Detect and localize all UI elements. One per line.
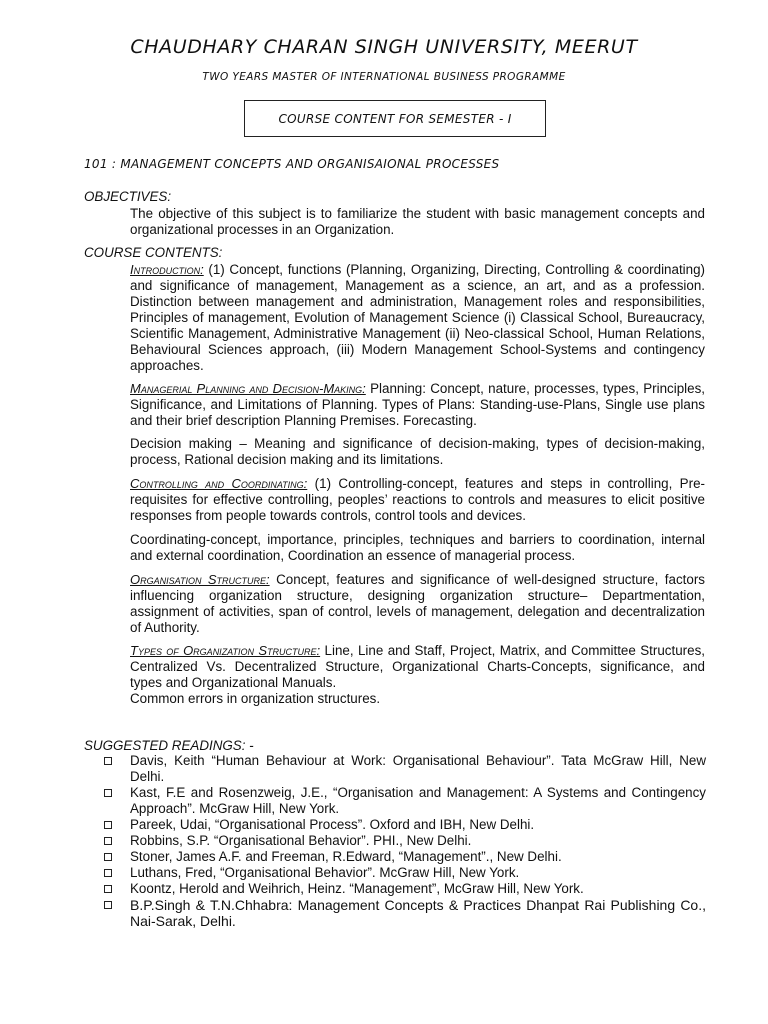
structure-paragraph	[130, 572, 705, 636]
decision-paragraph: Decision making – Meaning and significance of decision-making, types of decision-making, process, Rational decision making and its limitations.	[130, 436, 705, 467]
course-heading: 101 : MANAGEMENT CONCEPTS AND ORGANISAIONAL PROCESSES	[84, 157, 500, 171]
square-bullet-icon	[104, 853, 112, 861]
controlling-title: Controlling and Coordinating:	[130, 476, 308, 491]
university-title: CHAUDHARY CHARAN SINGH UNIVERSITY, MEERUT	[130, 36, 638, 58]
introduction-text: (1) Concept, functions (Planning, Organizing, Directing, Controlling & coordinating) and significance of management, Management as a science, an art, and as a profession. Distinction between management and administration, Management roles and responsibilities, Principles of management, Evolution of Management Science (i) Classical School, Bureaucracy, Scientific Management, Administrative Management (ii) Neo-classical School, Human Relations, Behavioural Sciences approach, (iii) Modern Management School-Systems and contingency approaches.	[130, 262, 705, 373]
structure-text: Concept, features and significance of well-designed structure, factors influencing organization structure, designing organization structure– Departmentation, assignment of activities, span of control, levels of management, delegation and decentralization of Authority.	[130, 572, 705, 635]
types-extra: Common errors in organization structures.	[130, 691, 381, 706]
controlling-paragraph	[130, 476, 705, 524]
reading-item: Pareek, Udai, “Organisational Process”. Oxford and IBH, New Delhi.	[104, 817, 706, 833]
readings-label: SUGGESTED READINGS: -	[84, 738, 254, 753]
structure-title: Organisation Structure:	[130, 572, 270, 587]
planning-paragraph	[130, 381, 705, 429]
reading-item: B.P.Singh & T.N.Chhabra: Management Concepts & Practices Dhanpat Rai Publishing Co., Nai-Sarak, Delhi.	[104, 897, 706, 929]
introduction-paragraph	[130, 262, 705, 374]
objectives-label: OBJECTIVES:	[84, 189, 172, 204]
planning-title: Managerial Planning and Decision-Making:	[130, 381, 366, 396]
square-bullet-icon	[104, 885, 112, 893]
reading-item: Stoner, James A.F. and Freeman, R.Edward, “Management”., New Delhi.	[104, 849, 706, 865]
square-bullet-icon	[104, 837, 112, 845]
coordinating-paragraph: Coordinating-concept, importance, principles, techniques and barriers to coordination, internal and external coordination, Coordination an essence of managerial process.	[130, 532, 705, 563]
objectives-text: The objective of this subject is to familiarize the student with basic management concepts and organizational processes in an Organization.	[130, 206, 705, 237]
programme-subtitle: TWO YEARS MASTER OF INTERNATIONAL BUSINESS PROGRAMME	[202, 71, 566, 83]
types-text: Line, Line and Staff, Project, Matrix, and Committee Structures, Centralized Vs. Decentralized Structure, Organizational Charts-Concepts, significance, and types and Organizational Manuals.	[130, 643, 705, 690]
planning-text: Planning: Concept, nature, processes, types, Principles, Significance, and Limitations of Planning. Types of Plans: Standing-use-Plans, Single use plans and their brief description Planning Premises. Forecasting.	[130, 381, 705, 428]
types-title: Types of Organization Structure:	[130, 643, 321, 658]
square-bullet-icon	[104, 901, 112, 909]
reading-item: Luthans, Fred, “Organisational Behavior”. McGraw Hill, New York.	[104, 865, 706, 881]
reading-item: Kast, F.E and Rosenzweig, J.E., “Organisation and Management: A Systems and Contingency Approach”. McGraw Hill, New York.	[104, 785, 706, 817]
square-bullet-icon	[104, 869, 112, 877]
reading-item: Davis, Keith “Human Behaviour at Work: Organisational Behaviour”. Tata McGraw Hill, New Delhi.	[104, 753, 706, 785]
introduction-title: Introduction:	[130, 262, 204, 277]
square-bullet-icon	[104, 821, 112, 829]
square-bullet-icon	[104, 757, 112, 765]
controlling-text: (1) Controlling-concept, features and steps in controlling, Pre-requisites for effective controlling, peoples’ reactions to controls and measures to elicit positive responses from people towards controls, control tools and devices.	[130, 476, 705, 523]
readings-list	[104, 753, 706, 929]
square-bullet-icon	[104, 789, 112, 797]
reading-item: Robbins, S.P. “Organisational Behavior”. PHI., New Delhi.	[104, 833, 706, 849]
course-contents-label: COURSE CONTENTS:	[84, 245, 223, 260]
reading-item: Koontz, Herold and Weihrich, Heinz. “Management”, McGraw Hill, New York.	[104, 881, 706, 897]
semester-box: COURSE CONTENT FOR SEMESTER - I	[244, 100, 546, 137]
types-paragraph	[130, 643, 705, 707]
